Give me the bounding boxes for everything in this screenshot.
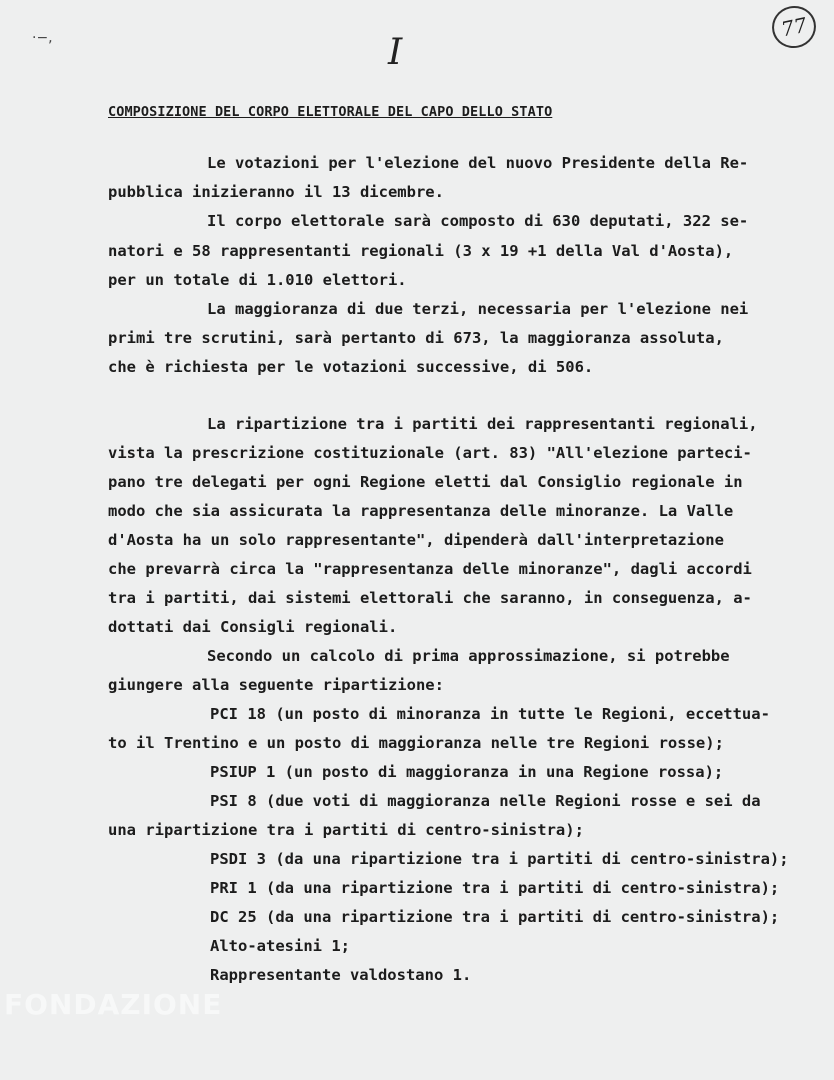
text-line: Le votazioni per l'elezione del nuovo Presidente della Re- — [207, 154, 749, 172]
text-line: per un totale di 1.010 elettori. — [108, 271, 407, 289]
text-line: Il corpo elettorale sarà composto di 630 deputati, 322 se- — [207, 212, 749, 230]
watermark: FONDAZIONE — [4, 988, 223, 1021]
text-line: che prevarrà circa la "rappresentanza delle minoranze", dagli accordi — [108, 560, 752, 578]
allocation-pci: PCI 18 (un posto di minoranza in tutte le Regioni, eccettua- — [210, 705, 770, 723]
text-line: dottati dai Consigli regionali. — [108, 618, 398, 636]
text-line: pubblica inizieranno il 13 dicembre. — [108, 183, 444, 201]
margin-mark: ·−, — [32, 30, 53, 46]
text-line: La maggioranza di due terzi, necessaria per l'elezione nei — [207, 300, 749, 318]
text-line: vista la prescrizione costituzionale (art. 83) "All'elezione parteci- — [108, 444, 752, 462]
text-line: La ripartizione tra i partiti dei rappresentanti regionali, — [207, 415, 758, 433]
text-line: una ripartizione tra i partiti di centro-sinistra); — [108, 821, 584, 839]
section-numeral: I — [388, 32, 403, 73]
text-line: natori e 58 rappresentanti regionali (3 x 19 +1 della Val d'Aosta), — [108, 242, 734, 260]
text-line: modo che sia assicurata la rappresentanza delle minoranze. La Valle — [108, 502, 734, 520]
allocation-psi: PSI 8 (due voti di maggioranza nelle Regioni rosse e sei da — [210, 792, 761, 810]
text-line: primi tre scrutini, sarà pertanto di 673, la maggioranza assoluta, — [108, 329, 724, 347]
text-line: che è richiesta per le votazioni successive, di 506. — [108, 358, 594, 376]
page-number-stamp: 77 — [768, 2, 820, 52]
text-line: Secondo un calcolo di prima approssimazione, si potrebbe — [207, 647, 730, 665]
text-line: to il Trentino e un posto di maggioranza nelle tre Regioni rosse); — [108, 734, 724, 752]
text-line: tra i partiti, dai sistemi elettorali che saranno, in conseguenza, a- — [108, 589, 752, 607]
allocation-pri: PRI 1 (da una ripartizione tra i partiti di centro-sinistra); — [210, 879, 780, 897]
text-line: pano tre delegati per ogni Regione eletti dal Consiglio regionale in — [108, 473, 743, 491]
allocation-alto-atesini: Alto-atesini 1; — [210, 937, 350, 955]
text-line: giungere alla seguente ripartizione: — [108, 676, 444, 694]
document-heading: COMPOSIZIONE DEL CORPO ELETTORALE DEL CAPO DELLO STATO — [108, 104, 553, 120]
allocation-dc: DC 25 (da una ripartizione tra i partiti di centro-sinistra); — [210, 908, 780, 926]
allocation-psiup: PSIUP 1 (un posto di maggioranza in una Regione rossa); — [210, 763, 724, 781]
allocation-valdostano: Rappresentante valdostano 1. — [210, 966, 472, 984]
text-line: d'Aosta ha un solo rappresentante", dipenderà dall'interpretazione — [108, 531, 724, 549]
allocation-psdi: PSDI 3 (da una ripartizione tra i partiti di centro-sinistra); — [210, 850, 789, 868]
